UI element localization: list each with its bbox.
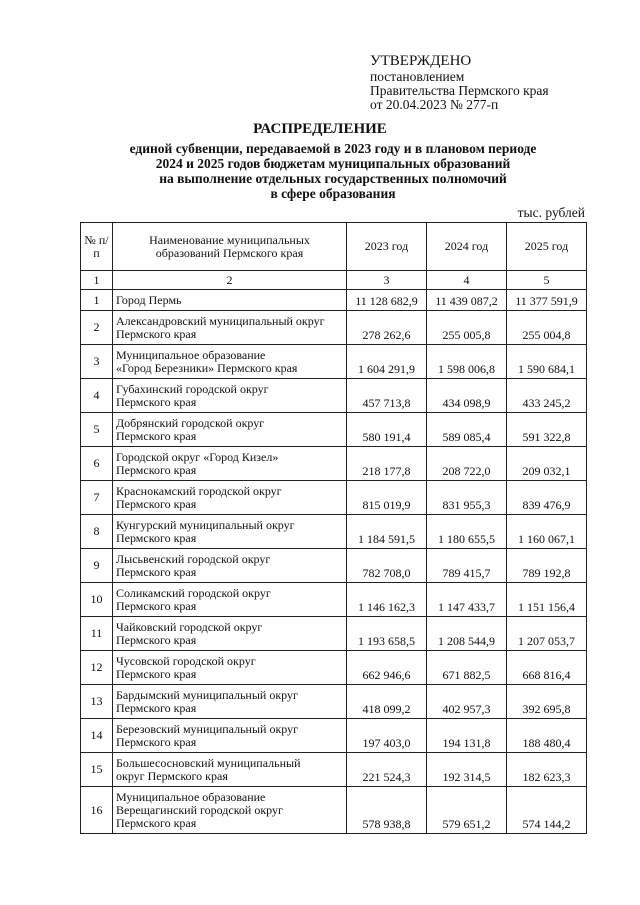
row-number: 3 — [81, 345, 113, 379]
amount-2025: 255 004,8 — [507, 311, 587, 345]
municipality-name-line: Пермского края — [116, 496, 197, 511]
table-row — [81, 753, 587, 787]
municipality-name — [113, 617, 347, 651]
municipality-name — [113, 515, 347, 549]
municipality-name — [113, 685, 347, 719]
subtitle-line: на выполнение отдельных государственных полномочий — [159, 171, 507, 186]
approval-heading: УТВЕРЖДЕНО — [370, 53, 472, 69]
amount-2024: 192 314,5 — [427, 753, 507, 787]
table-row — [81, 447, 587, 481]
municipality-name-line: Чайковский городской округ — [116, 619, 263, 634]
amount-2024: 1 147 433,7 — [427, 583, 507, 617]
municipality-name — [113, 549, 347, 583]
municipality-name — [113, 379, 347, 413]
municipality-name — [113, 787, 347, 834]
amount-2025: 1 590 684,1 — [507, 345, 587, 379]
amount-2025: 433 245,2 — [507, 379, 587, 413]
municipality-name-line: Пермского края — [116, 530, 197, 545]
amount-2025: 209 032,1 — [507, 447, 587, 481]
approval-line: от 20.04.2023 № 277-п — [370, 97, 499, 112]
municipality-name-line: Пермского края — [116, 815, 197, 830]
municipality-name-line: Пермского края — [116, 564, 197, 579]
column-number: 3 — [347, 271, 427, 290]
amount-2025: 668 816,4 — [507, 651, 587, 685]
column-number: 4 — [427, 271, 507, 290]
amount-2024: 589 085,4 — [427, 413, 507, 447]
municipality-name-line: Пермского края — [116, 462, 197, 477]
subtitle-line: единой субвенции, передаваемой в 2023 году и в плановом периоде — [129, 141, 537, 156]
table-row — [81, 290, 587, 311]
amount-2023: 1 604 291,9 — [347, 345, 427, 379]
amount-2023: 221 524,3 — [347, 753, 427, 787]
municipality-name-line: Чусовской городской округ — [116, 653, 256, 668]
amount-2025: 11 377 591,9 — [507, 290, 587, 311]
municipality-name-line: Муниципальное образование — [116, 789, 266, 804]
column-number: 1 — [81, 271, 113, 290]
amount-2023: 1 193 658,5 — [347, 617, 427, 651]
amount-2023: 278 262,6 — [347, 311, 427, 345]
amount-2025: 182 623,3 — [507, 753, 587, 787]
table-row — [81, 345, 587, 379]
amount-2025: 1 160 067,1 — [507, 515, 587, 549]
municipality-name-line: Добрянский городской округ — [116, 415, 265, 430]
amount-2023: 580 191,4 — [347, 413, 427, 447]
row-number: 7 — [81, 481, 113, 515]
table-row — [81, 617, 587, 651]
municipality-name-line: Пермского края — [116, 428, 197, 443]
amount-2023: 662 946,6 — [347, 651, 427, 685]
amount-2025: 839 476,9 — [507, 481, 587, 515]
table-row — [81, 583, 587, 617]
municipality-name — [113, 290, 347, 311]
amount-2025: 1 151 156,4 — [507, 583, 587, 617]
row-number: 8 — [81, 515, 113, 549]
municipality-name-line: Пермского края — [116, 394, 197, 409]
amount-2023: 197 403,0 — [347, 719, 427, 753]
amount-2025: 392 695,8 — [507, 685, 587, 719]
municipality-name — [113, 753, 347, 787]
amount-2023: 782 708,0 — [347, 549, 427, 583]
row-number: 1 — [81, 290, 113, 311]
amount-2023: 418 099,2 — [347, 685, 427, 719]
municipality-name-line: Соликамский городской округ — [116, 585, 271, 600]
municipality-name — [113, 481, 347, 515]
row-number: 16 — [81, 787, 113, 834]
municipality-name — [113, 719, 347, 753]
table-row — [81, 481, 587, 515]
municipality-name — [113, 311, 347, 345]
municipality-name-line: Лысьвенский городской округ — [116, 551, 271, 566]
municipality-name-line: Город Пермь — [116, 292, 182, 307]
table-row — [81, 549, 587, 583]
amount-2023: 218 177,8 — [347, 447, 427, 481]
municipality-name-line: Краснокамский городской округ — [116, 483, 282, 498]
amount-2024: 194 131,8 — [427, 719, 507, 753]
amount-2024: 434 098,9 — [427, 379, 507, 413]
amount-2024: 671 882,5 — [427, 651, 507, 685]
row-number: 9 — [81, 549, 113, 583]
municipality-name-line: Большесосновский муниципальный — [116, 755, 301, 770]
header-2025: 2025 год — [507, 223, 587, 271]
amount-2024: 831 955,3 — [427, 481, 507, 515]
document-subtitle — [80, 141, 586, 201]
table-row — [81, 787, 587, 834]
column-number: 2 — [113, 271, 347, 290]
municipality-name-line: Пермского края — [116, 734, 197, 749]
amount-2025: 591 322,8 — [507, 413, 587, 447]
amount-2024: 579 651,2 — [427, 787, 507, 834]
amount-2024: 11 439 087,2 — [427, 290, 507, 311]
municipality-name-line: Бардымский муниципальный округ — [116, 687, 298, 702]
amount-2023: 1 146 162,3 — [347, 583, 427, 617]
row-number: 12 — [81, 651, 113, 685]
municipality-name — [113, 413, 347, 447]
table-row — [81, 413, 587, 447]
header-2023: 2023 год — [347, 223, 427, 271]
subtitle-line: 2024 и 2025 годов бюджетам муниципальных образований — [155, 156, 511, 171]
header-number: № п/п — [81, 223, 113, 271]
table-row — [81, 719, 587, 753]
municipality-name-line: Муниципальное образование — [116, 347, 266, 362]
municipality-name — [113, 345, 347, 379]
amount-2025: 188 480,4 — [507, 719, 587, 753]
column-number-row — [81, 271, 587, 290]
approval-line: постановлением — [370, 69, 465, 84]
row-number: 4 — [81, 379, 113, 413]
amount-2024: 1 208 544,9 — [427, 617, 507, 651]
row-number: 15 — [81, 753, 113, 787]
amount-2025: 574 144,2 — [507, 787, 587, 834]
amount-2024: 208 722,0 — [427, 447, 507, 481]
municipality-name-line: Березовский муниципальный округ — [116, 721, 299, 736]
table-row — [81, 515, 587, 549]
municipality-name-line: Пермского края — [116, 632, 197, 647]
header-name: Наименование муниципальных образований Пермского края — [113, 223, 347, 271]
header-2024: 2024 год — [427, 223, 507, 271]
row-number: 11 — [81, 617, 113, 651]
municipality-name — [113, 447, 347, 481]
municipality-name-line: Губахинский городской округ — [116, 381, 269, 396]
units-label: тыс. рублей — [517, 205, 585, 220]
table-row — [81, 379, 587, 413]
amount-2024: 402 957,3 — [427, 685, 507, 719]
amount-2023: 1 184 591,5 — [347, 515, 427, 549]
row-number: 10 — [81, 583, 113, 617]
municipality-name-line: Александровский муниципальный округ — [116, 313, 325, 328]
header-row — [81, 223, 587, 271]
row-number: 6 — [81, 447, 113, 481]
subtitle-line: в сфере образования — [270, 186, 396, 201]
amount-2023: 11 128 682,9 — [347, 290, 427, 311]
document-title: РАСПРЕДЕЛЕНИЕ — [253, 121, 387, 137]
approval-line: Правительства Пермского края — [370, 83, 549, 98]
table-row — [81, 651, 587, 685]
municipality-name-line: Пермского края — [116, 598, 197, 613]
municipality-name — [113, 651, 347, 685]
municipality-name-line: «Город Березники» Пермского края — [116, 360, 298, 375]
municipality-name-line: Городской округ «Город Кизел» — [116, 449, 279, 464]
amount-2023: 457 713,8 — [347, 379, 427, 413]
row-number: 14 — [81, 719, 113, 753]
amount-2025: 1 207 053,7 — [507, 617, 587, 651]
row-number: 5 — [81, 413, 113, 447]
amount-2024: 1 598 006,8 — [427, 345, 507, 379]
municipality-name — [113, 583, 347, 617]
municipality-name-line: округ Пермского края — [116, 768, 228, 783]
municipality-name-line: Кунгурский муниципальный округ — [116, 517, 295, 532]
row-number: 13 — [81, 685, 113, 719]
municipality-name-line: Пермского края — [116, 666, 197, 681]
distribution-table — [80, 222, 587, 834]
amount-2023: 815 019,9 — [347, 481, 427, 515]
municipality-name-line: Пермского края — [116, 700, 197, 715]
amount-2024: 789 415,7 — [427, 549, 507, 583]
municipality-name-line: Пермского края — [116, 326, 197, 341]
table-row — [81, 685, 587, 719]
table-row — [81, 311, 587, 345]
column-number: 5 — [507, 271, 587, 290]
approval-stamp — [370, 53, 549, 112]
amount-2025: 789 192,8 — [507, 549, 587, 583]
amount-2023: 578 938,8 — [347, 787, 427, 834]
amount-2024: 255 005,8 — [427, 311, 507, 345]
amount-2024: 1 180 655,5 — [427, 515, 507, 549]
row-number: 2 — [81, 311, 113, 345]
municipality-name-line: Верещагинский городской округ — [116, 802, 283, 817]
